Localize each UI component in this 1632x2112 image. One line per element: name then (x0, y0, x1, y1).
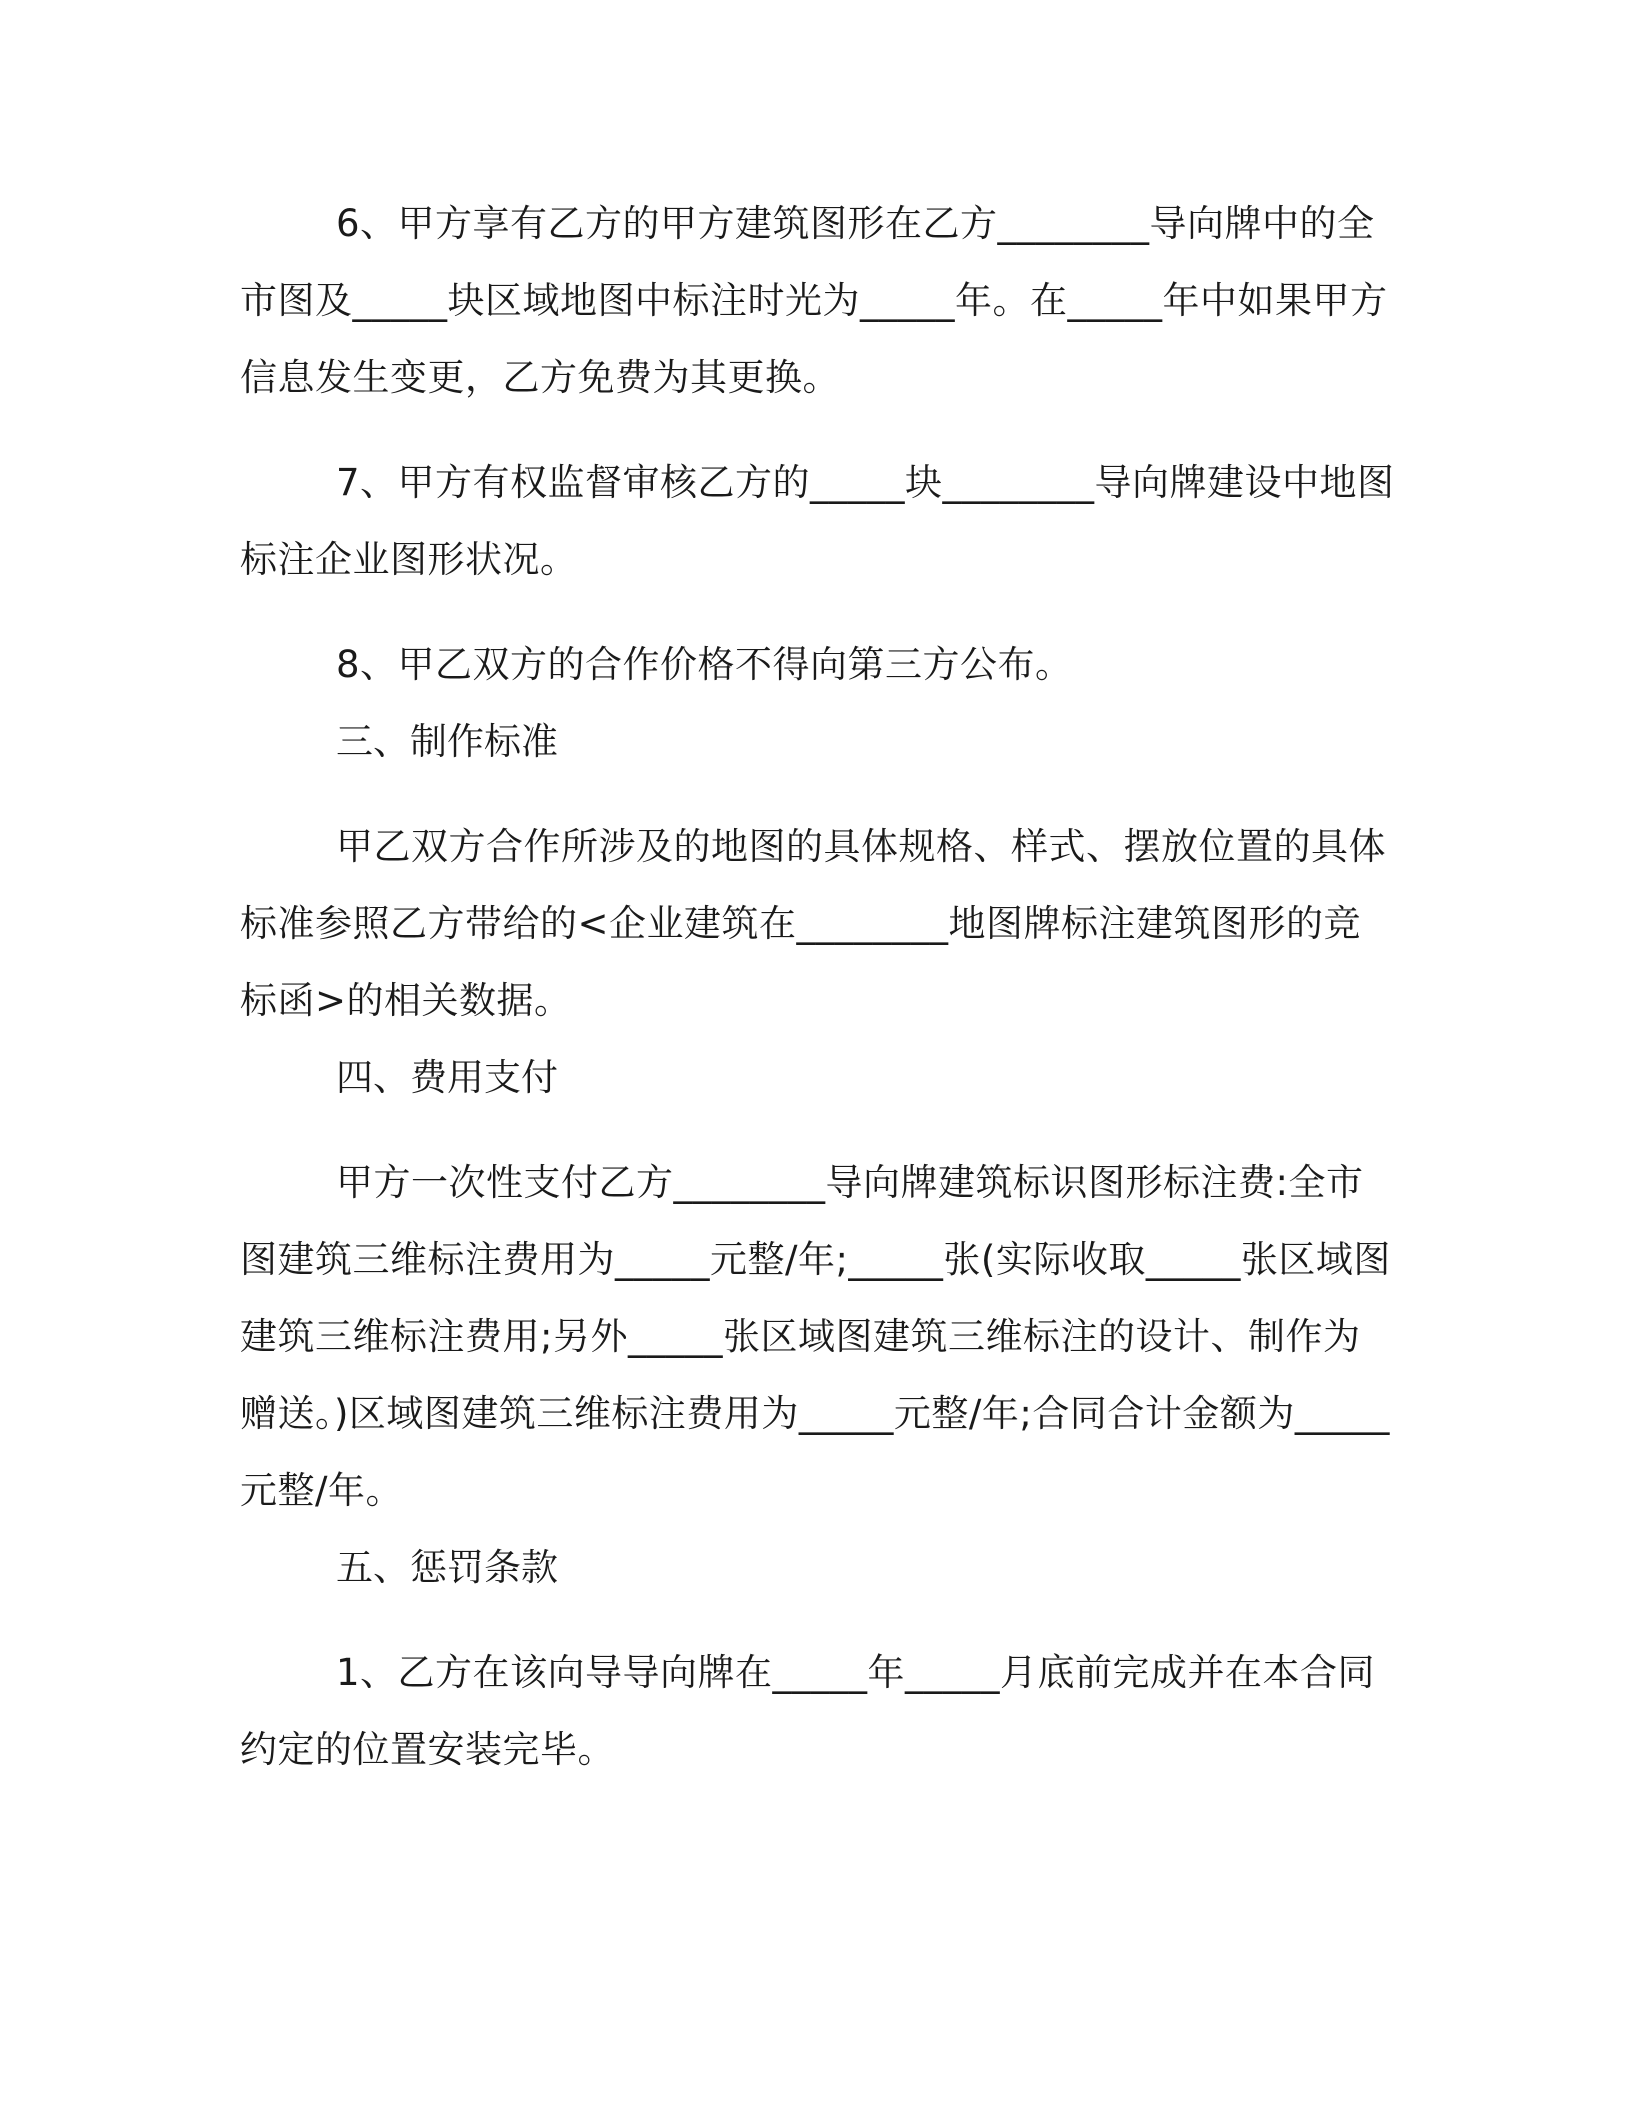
clause-8: 8、甲乙双方的合作价格不得向第三方公布。 (336, 643, 1073, 686)
document-body (240, 185, 1395, 1788)
clause-6: 6、甲方享有乙方的甲方建筑图形在乙方________导向牌中的全市图及_____块区域地图中标注时光为_____年。在_____年中如果甲方信息发生变更，乙方免费为其更换。 (240, 202, 1388, 399)
penalty-clause-1: 1、乙方在该向导导向牌在_____年_____月底前完成并在本合同约定的位置安装完毕。 (240, 1651, 1376, 1771)
section-heading-payment: 四、费用支付 (336, 1056, 558, 1099)
clause-7: 7、甲方有权监督审核乙方的_____块________导向牌建设中地图标注企业图形状况。 (240, 461, 1395, 581)
production-standard-paragraph: 甲乙双方合作所涉及的地图的具体规格、样式、摆放位置的具体标准参照乙方带给的<企业建筑在________地图牌标注建筑图形的竞标函>的相关数据。 (240, 825, 1386, 1022)
section-heading-production-standard: 三、制作标准 (336, 720, 558, 763)
payment-paragraph: 甲方一次性支付乙方________导向牌建筑标识图形标注费:全市图建筑三维标注费用为_____元整/年;_____张(实际收取_____张区域图建筑三维标注费用;另外_____张区域图建筑三维标注的设计、制作为赠送。)区域图建筑三维标注费用为_____元整/年;合同合计金额为_____元整/年。 (240, 1161, 1391, 1512)
section-heading-penalty: 五、惩罚条款 (336, 1546, 558, 1589)
